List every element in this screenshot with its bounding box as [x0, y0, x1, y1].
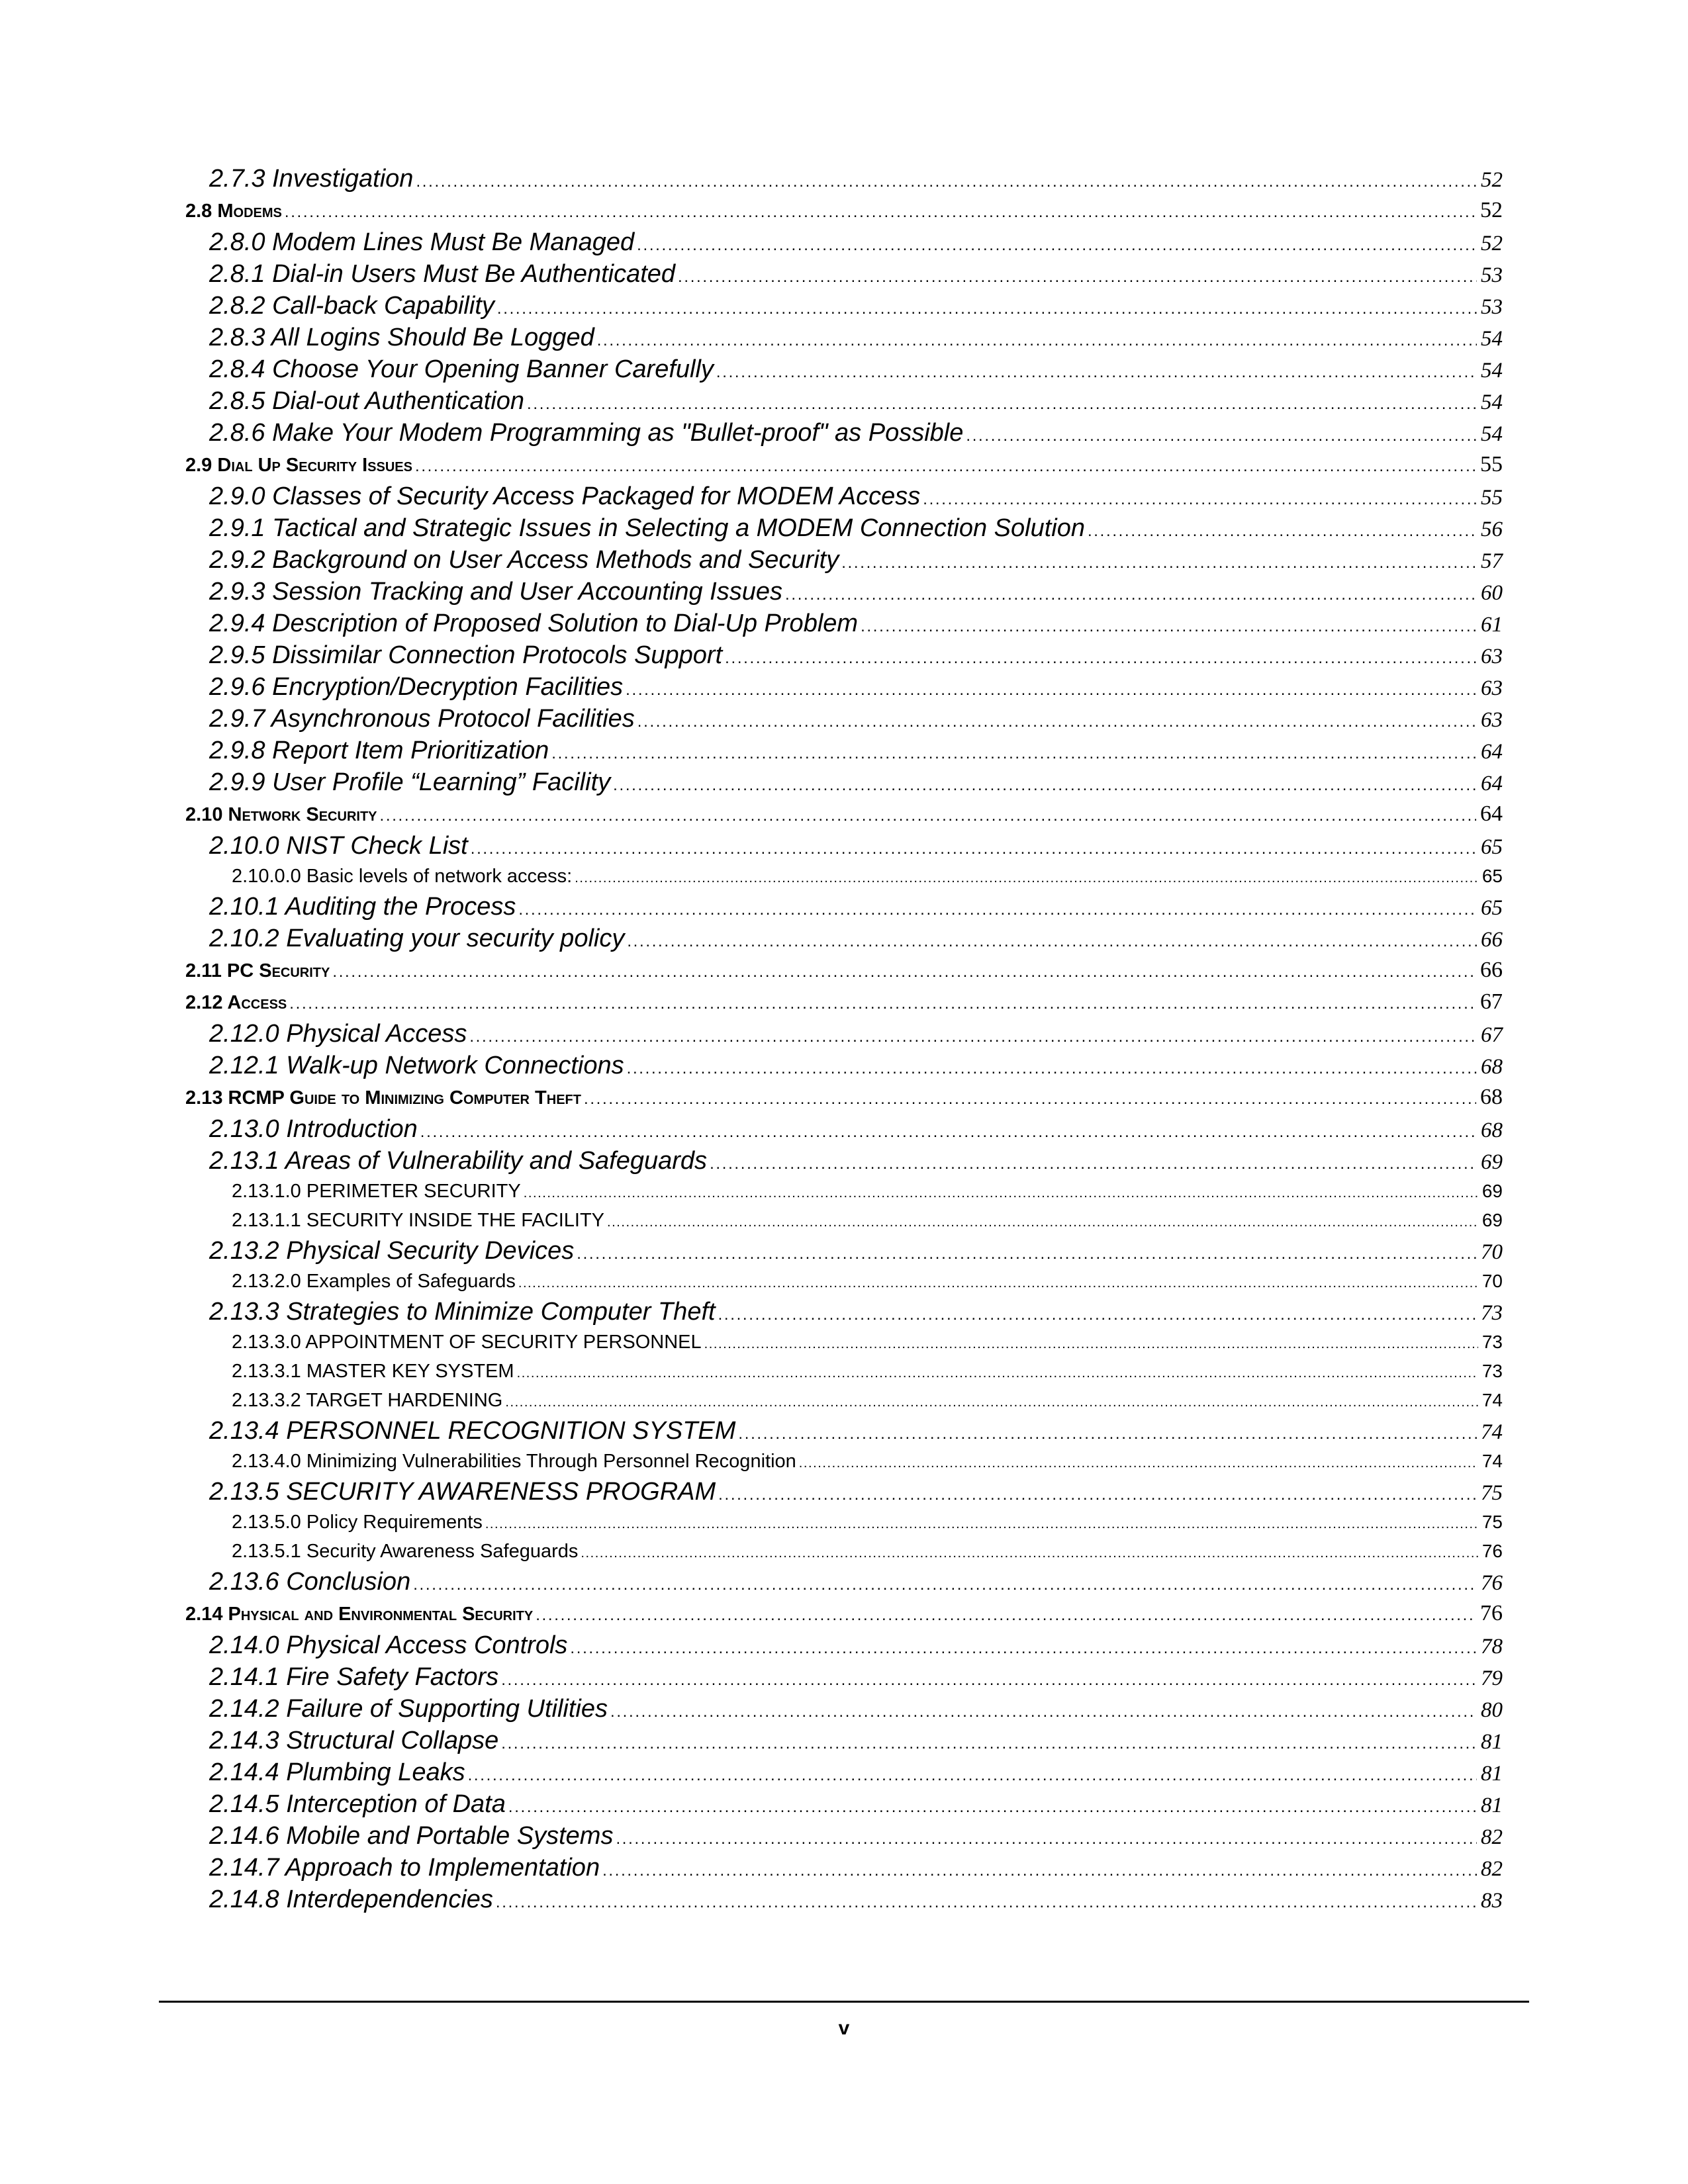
toc-entry[interactable] [185, 1447, 1503, 1476]
toc-entry-page-number: 52 [1480, 198, 1503, 222]
toc-entry-title: 2.8.0 Modem Lines Must Be Managed [209, 228, 635, 256]
dot-leader [420, 1116, 1477, 1148]
dot-leader [725, 643, 1477, 674]
dot-leader [505, 1388, 1477, 1417]
toc-entry-title: 2.13.1.1 SECURITY INSIDE THE FACILITY [232, 1210, 605, 1231]
toc-entry-title: 2.13.3.1 MASTER KEY SYSTEM [232, 1361, 514, 1382]
toc-entry-title: 2.13.5.0 Policy Requirements [232, 1512, 483, 1533]
dot-leader [607, 1208, 1478, 1237]
toc-entry[interactable] [185, 923, 1503, 954]
toc-entry-page-number: 74 [1481, 1420, 1503, 1444]
toc-entry[interactable] [185, 1296, 1503, 1328]
toc-entry-title: 2.14.4 Plumbing Leaks [209, 1758, 465, 1786]
dot-leader [285, 197, 1476, 228]
toc-entry-page-number: 75 [1481, 1481, 1503, 1505]
toc-entry-page-number: 63 [1481, 645, 1503, 668]
toc-entry[interactable] [185, 1537, 1503, 1566]
toc-entry-title: 2.10.1 Auditing the Process [209, 893, 516, 921]
toc-entry-page-number: 61 [1481, 613, 1503, 637]
toc-entry[interactable] [185, 766, 1503, 798]
dot-leader [841, 547, 1477, 579]
dot-leader [536, 1600, 1476, 1631]
toc-entry-title: 2.13 RCMP Guide to Minimizing Computer Theft [185, 1087, 581, 1109]
toc-entry-page-number: 76 [1481, 1571, 1503, 1595]
toc-entry-page-number: 64 [1481, 772, 1503, 796]
toc-entry[interactable] [185, 1050, 1503, 1081]
dot-leader [626, 674, 1477, 706]
toc-entry-page-number: 74 [1481, 1451, 1503, 1471]
toc-entry-page-number: 83 [1481, 1889, 1503, 1913]
toc-entry[interactable] [185, 1661, 1503, 1693]
toc-entry-title: 2.12.0 Physical Access [209, 1020, 467, 1048]
dot-leader [518, 1269, 1478, 1298]
dot-leader [718, 1479, 1477, 1511]
toc-entry-page-number: 76 [1481, 1541, 1503, 1561]
toc-entry-page-number: 66 [1481, 928, 1503, 952]
toc-entry-page-number: 68 [1481, 1055, 1503, 1079]
toc-entry-page-number: 52 [1481, 232, 1503, 255]
toc-entry-page-number: 66 [1480, 958, 1503, 982]
toc-entry-page-number: 69 [1481, 1181, 1503, 1201]
toc-entry[interactable] [185, 1629, 1503, 1661]
dot-leader [637, 706, 1477, 738]
toc-entry[interactable] [185, 163, 1503, 195]
toc-entry-page-number: 53 [1481, 295, 1503, 319]
toc-entry-title: 2.8.2 Call-back Capability [209, 292, 494, 320]
dot-leader [923, 484, 1477, 516]
dot-leader [332, 956, 1476, 988]
toc-entry-page-number: 69 [1481, 1150, 1503, 1174]
dot-leader [785, 579, 1477, 611]
dot-leader [485, 1510, 1478, 1539]
toc-entry[interactable] [185, 798, 1503, 830]
toc-entry-title: 2.10.0.0 Basic levels of network access: [232, 866, 573, 887]
toc-entry-page-number: 55 [1480, 452, 1503, 477]
toc-entry[interactable] [185, 862, 1503, 891]
toc-entry-page-number: 73 [1481, 1332, 1503, 1352]
dot-leader [415, 451, 1476, 482]
toc-entry-page-number: 53 [1481, 263, 1503, 287]
dot-leader [710, 1148, 1477, 1180]
toc-entry-title: 2.13.1.0 PERIMETER SECURITY [232, 1181, 521, 1202]
toc-entry-page-number: 54 [1481, 422, 1503, 446]
toc-entry-title: 2.13.5.1 Security Awareness Safeguards [232, 1541, 579, 1562]
dot-leader [497, 293, 1477, 325]
toc-entry[interactable] [185, 1693, 1503, 1725]
toc-entry[interactable] [185, 1725, 1503, 1756]
toc-entry[interactable] [185, 1852, 1503, 1884]
toc-entry-page-number: 57 [1481, 549, 1503, 573]
toc-entry[interactable] [185, 1508, 1503, 1537]
toc-entry-title: 2.9.5 Dissimilar Connection Protocols Support [209, 641, 723, 669]
toc-entry[interactable] [185, 830, 1503, 862]
toc-entry-page-number: 74 [1481, 1390, 1503, 1410]
dot-leader [799, 1449, 1478, 1478]
toc-entry-title: 2.13.6 Conclusion [209, 1568, 411, 1596]
dot-leader [678, 261, 1477, 293]
toc-entry[interactable] [185, 1267, 1503, 1296]
dot-leader [413, 1569, 1477, 1601]
dot-leader [581, 1539, 1477, 1568]
toc-entry-title: 2.14.0 Physical Access Controls [209, 1631, 568, 1659]
toc-entry-title: 2.14.7 Approach to Implementation [209, 1854, 600, 1882]
toc-entry-page-number: 81 [1481, 1762, 1503, 1786]
toc-entry-page-number: 64 [1481, 740, 1503, 764]
toc-entry-page-number: 55 [1481, 486, 1503, 510]
toc-entry-title: 2.8 Modems [185, 201, 282, 222]
toc-entry-title: 2.8.1 Dial-in Users Must Be Authenticated [209, 260, 676, 288]
dot-leader [627, 1053, 1477, 1085]
dot-leader [471, 833, 1477, 865]
toc-entry-title: 2.10 Network Security [185, 804, 377, 825]
toc-entry-title: 2.14.1 Fire Safety Factors [209, 1663, 499, 1691]
toc-entry[interactable] [185, 1884, 1503, 1915]
toc-entry[interactable] [185, 1235, 1503, 1267]
toc-entry[interactable] [185, 891, 1503, 923]
toc-entry-title: 2.11 PC Security [185, 960, 330, 981]
toc-entry-page-number: 65 [1481, 866, 1503, 886]
dot-leader [551, 738, 1477, 770]
toc-entry[interactable] [185, 258, 1503, 290]
toc-entry-title: 2.12 Access [185, 992, 287, 1013]
footer-divider [159, 2001, 1529, 2003]
dot-leader [575, 864, 1478, 893]
toc-entry-title: 2.8.6 Make Your Modem Programming as "Bullet-proof" as Possible [209, 419, 964, 447]
toc-entry-title: 2.7.3 Investigation [209, 165, 414, 193]
toc-entry[interactable] [185, 1386, 1503, 1415]
toc-entry-page-number: 68 [1480, 1085, 1503, 1109]
toc-entry-title: 2.14 Physical and Environmental Security [185, 1604, 534, 1625]
toc-entry[interactable] [185, 512, 1503, 544]
toc-entry-page-number: 63 [1481, 708, 1503, 732]
dot-leader [501, 1664, 1477, 1696]
toc-entry[interactable] [185, 576, 1503, 608]
toc-entry[interactable] [185, 735, 1503, 766]
toc-entry[interactable] [185, 671, 1503, 703]
dot-leader [416, 166, 1477, 198]
toc-entry-page-number: 78 [1481, 1635, 1503, 1659]
toc-entry[interactable] [185, 986, 1503, 1018]
dot-leader [616, 1823, 1477, 1855]
dot-leader [501, 1728, 1477, 1760]
dot-leader [496, 1887, 1477, 1919]
toc-entry-title: 2.10.2 Evaluating your security policy [209, 925, 625, 952]
dot-leader [704, 1330, 1478, 1359]
toc-entry-title: 2.13.3.0 APPOINTMENT OF SECURITY PERSONNEL [232, 1332, 702, 1353]
table-of-contents [185, 163, 1503, 1915]
toc-entry[interactable] [185, 195, 1503, 226]
dot-leader [637, 230, 1477, 261]
toc-entry[interactable] [185, 1820, 1503, 1852]
toc-entry-page-number: 75 [1481, 1512, 1503, 1532]
page-number: v [838, 2017, 850, 2039]
toc-entry-page-number: 81 [1481, 1794, 1503, 1817]
dot-leader [602, 1855, 1477, 1887]
toc-entry[interactable] [185, 322, 1503, 353]
toc-entry-title: 2.9.6 Encryption/Decryption Facilities [209, 673, 624, 701]
toc-entry-title: 2.9 Dial Up Security Issues [185, 455, 412, 476]
toc-entry[interactable] [185, 353, 1503, 385]
toc-entry[interactable] [185, 1177, 1503, 1206]
toc-entry[interactable] [185, 1328, 1503, 1357]
toc-entry[interactable] [185, 608, 1503, 639]
dot-leader [584, 1083, 1476, 1115]
toc-entry-title: 2.14.8 Interdependencies [209, 1886, 493, 1913]
toc-entry-title: 2.13.0 Introduction [209, 1115, 418, 1143]
toc-entry-page-number: 76 [1480, 1601, 1503, 1625]
toc-entry-title: 2.9.3 Session Tracking and User Accounting Issues [209, 578, 783, 606]
dot-leader [613, 770, 1477, 801]
toc-entry-page-number: 70 [1481, 1271, 1503, 1291]
toc-entry-title: 2.9.4 Description of Proposed Solution to Dial-Up Problem [209, 610, 859, 637]
dot-leader [570, 1633, 1477, 1664]
toc-entry-page-number: 73 [1481, 1361, 1503, 1381]
toc-entry-page-number: 79 [1481, 1666, 1503, 1690]
toc-entry-page-number: 65 [1481, 835, 1503, 859]
dot-leader [524, 1179, 1478, 1208]
toc-entry-title: 2.14.3 Structural Collapse [209, 1727, 499, 1754]
toc-entry-title: 2.13.1 Areas of Vulnerability and Safeguards [209, 1147, 708, 1175]
toc-entry[interactable] [185, 954, 1503, 986]
dot-leader [610, 1696, 1477, 1728]
toc-entry-title: 2.13.3.2 TARGET HARDENING [232, 1390, 503, 1411]
dot-leader [468, 1760, 1477, 1792]
toc-entry[interactable] [185, 639, 1503, 671]
dot-leader [517, 1359, 1478, 1388]
dot-leader [718, 1299, 1477, 1331]
toc-entry-page-number: 67 [1481, 1023, 1503, 1047]
toc-entry[interactable] [185, 290, 1503, 322]
toc-entry[interactable] [185, 385, 1503, 417]
toc-entry-title: 2.8.5 Dial-out Authentication [209, 387, 525, 415]
dot-leader [508, 1792, 1477, 1823]
toc-entry[interactable] [185, 1415, 1503, 1447]
toc-entry-page-number: 54 [1481, 390, 1503, 414]
toc-entry[interactable] [185, 1018, 1503, 1050]
dot-leader [716, 357, 1477, 388]
toc-entry-title: 2.8.4 Choose Your Opening Banner Carefully [209, 355, 714, 383]
toc-entry-title: 2.14.5 Interception of Data [209, 1790, 506, 1818]
toc-entry[interactable] [185, 1206, 1503, 1235]
dot-leader [577, 1238, 1477, 1270]
toc-entry[interactable] [185, 1788, 1503, 1820]
toc-entry-title: 2.9.7 Asynchronous Protocol Facilities [209, 705, 635, 733]
dot-leader [1088, 516, 1477, 547]
dot-leader [380, 800, 1476, 832]
toc-entry-title: 2.12.1 Walk-up Network Connections [209, 1052, 624, 1079]
toc-entry-title: 2.9.2 Background on User Access Methods and Security [209, 546, 839, 574]
toc-entry-page-number: 69 [1481, 1210, 1503, 1230]
toc-entry[interactable] [185, 1566, 1503, 1598]
toc-entry-page-number: 70 [1481, 1240, 1503, 1264]
dot-leader [738, 1418, 1477, 1450]
toc-entry[interactable] [185, 1145, 1503, 1177]
toc-entry-title: 2.10.0 NIST Check List [209, 832, 468, 860]
toc-entry[interactable] [185, 1357, 1503, 1386]
toc-entry-page-number: 60 [1481, 581, 1503, 605]
toc-entry-title: 2.13.4 PERSONNEL RECOGNITION SYSTEM [209, 1417, 736, 1445]
toc-entry-title: 2.13.2 Physical Security Devices [209, 1237, 575, 1265]
toc-entry-page-number: 56 [1481, 518, 1503, 541]
toc-entry[interactable] [185, 703, 1503, 735]
toc-entry-title: 2.13.2.0 Examples of Safeguards [232, 1271, 516, 1292]
toc-entry-page-number: 82 [1481, 1825, 1503, 1849]
toc-entry[interactable] [185, 1598, 1503, 1629]
toc-entry-page-number: 52 [1481, 168, 1503, 192]
toc-entry-title: 2.14.2 Failure of Supporting Utilities [209, 1695, 608, 1723]
dot-leader [469, 1021, 1477, 1053]
toc-entry-title: 2.9.0 Classes of Security Access Packaged for MODEM Access [209, 482, 921, 510]
dot-leader [627, 926, 1477, 958]
toc-entry-title: 2.8.3 All Logins Should Be Logged [209, 324, 594, 351]
toc-entry-page-number: 67 [1480, 989, 1503, 1014]
toc-entry-page-number: 68 [1481, 1118, 1503, 1142]
toc-entry[interactable] [185, 417, 1503, 449]
toc-entry[interactable] [185, 480, 1503, 512]
toc-entry[interactable] [185, 1113, 1503, 1145]
toc-entry-title: 2.13.3 Strategies to Minimize Computer Theft [209, 1298, 716, 1326]
toc-entry-title: 2.14.6 Mobile and Portable Systems [209, 1822, 614, 1850]
dot-leader [861, 611, 1477, 643]
toc-entry-page-number: 82 [1481, 1857, 1503, 1881]
dot-leader [597, 325, 1477, 357]
toc-entry[interactable] [185, 449, 1503, 480]
dot-leader [527, 388, 1477, 420]
toc-entry[interactable] [185, 226, 1503, 258]
toc-entry-title: 2.9.9 User Profile “Learning” Facility [209, 768, 611, 796]
toc-entry-page-number: 73 [1481, 1301, 1503, 1325]
toc-entry[interactable] [185, 1756, 1503, 1788]
toc-entry-page-number: 54 [1481, 327, 1503, 351]
dot-leader [966, 420, 1477, 452]
toc-entry-page-number: 64 [1480, 801, 1503, 826]
toc-entry-page-number: 54 [1481, 359, 1503, 383]
toc-entry-page-number: 63 [1481, 676, 1503, 700]
toc-entry[interactable] [185, 1081, 1503, 1113]
toc-entry[interactable] [185, 544, 1503, 576]
toc-entry-title: 2.13.5 SECURITY AWARENESS PROGRAM [209, 1478, 716, 1506]
toc-entry-page-number: 65 [1481, 896, 1503, 920]
toc-entry[interactable] [185, 1476, 1503, 1508]
toc-entry-page-number: 81 [1481, 1730, 1503, 1754]
dot-leader [289, 988, 1476, 1020]
toc-entry-title: 2.9.1 Tactical and Strategic Issues in Selecting a MODEM Connection Solution [209, 514, 1085, 542]
toc-entry-title: 2.13.4.0 Minimizing Vulnerabilities Through Personnel Recognition [232, 1451, 796, 1472]
dot-leader [518, 894, 1477, 926]
toc-entry-page-number: 80 [1481, 1698, 1503, 1722]
toc-entry-title: 2.9.8 Report Item Prioritization [209, 737, 549, 764]
